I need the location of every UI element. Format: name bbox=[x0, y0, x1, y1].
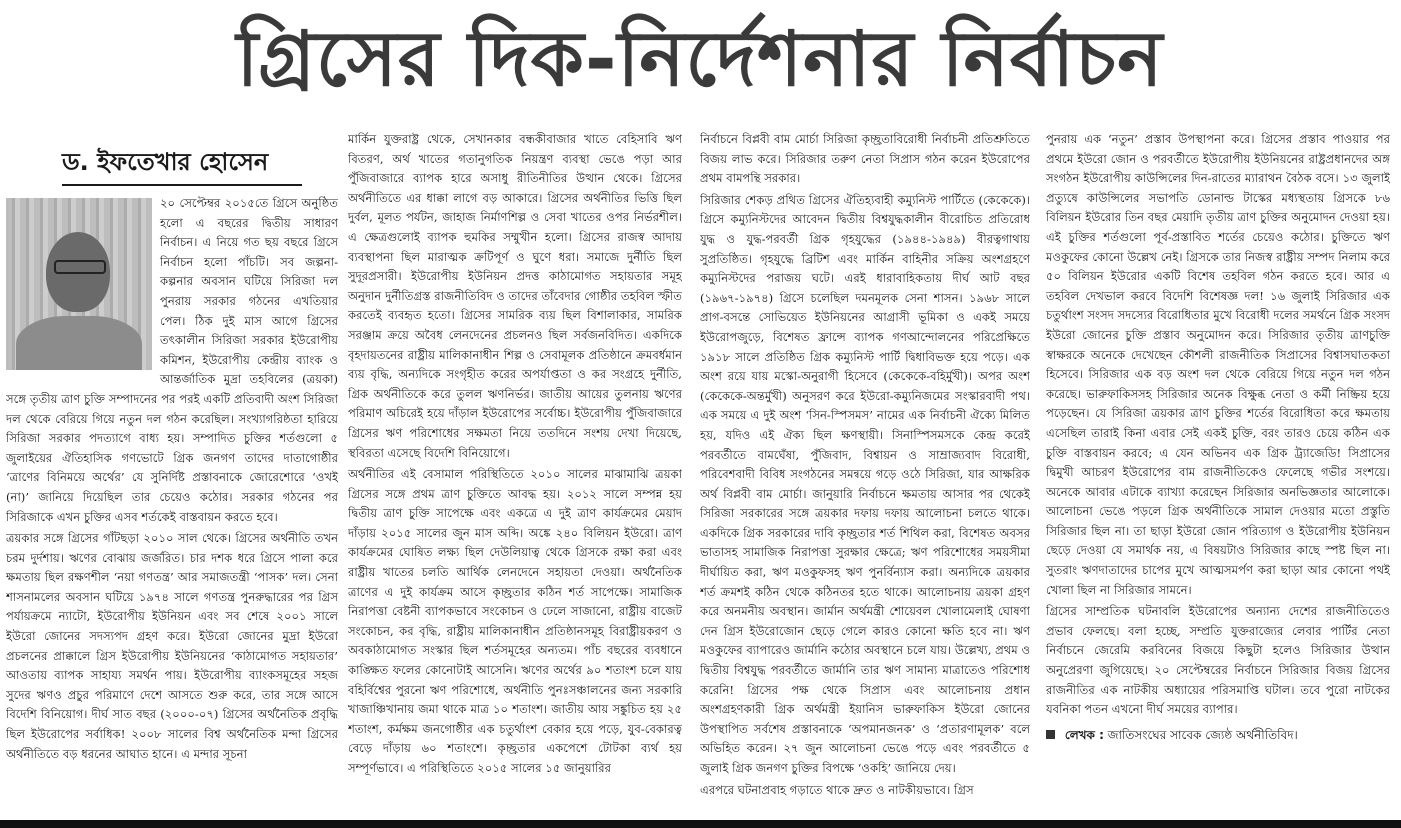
article-column-4 bbox=[1046, 130, 1390, 810]
paragraph: অর্থনীতির এই বেসামাল পরিস্থিতিতে ২০১০ সালের মাঝামাঝি ত্রয়কা গ্রিসের সঙ্গে প্রথম ত্রাণ চুক্তিতে আবদ্ধ হয়। ২০১২ সালে সম্পন্ন হয় দ্বিতীয় ত্রাণ চুক্তি সাপেক্ষে এবং একত্রে এ দুই ত্রাণ কার্যক্রমের মেয়াদ দাঁড়ায় ২০১৫ সালের জুন মাস অব্দি। অঙ্কে ২৪০ বিলিয়ন ইউরো। ত্রাণ কার্যক্রমের ঘোষিত লক্ষ্য ছিল দেউলিয়াত্ব থেকে গ্রিসকে রক্ষা করা এবং রাষ্ট্রীয় খাতের চলতি আর্থিক লেনদেনে সহায়তা দেওয়া। অর্থনৈতিক ত্রাণের এ দুই কার্যক্রম আসে কৃচ্ছ্রতার কঠিন শর্ত সাপেক্ষে। সামাজিক নিরাপত্তা বেষ্টনী ব্যাপকভাবে সংকোচন ও ঢেলে সাজানো, রাষ্ট্রীয় বাজেট সংকোচন, কর বৃদ্ধি, রাষ্ট্রীয় মালিকানাধীন প্রতিষ্ঠানসমূহ বিরাষ্ট্রীয়করণ ও অবকাঠামোগত সংস্কার ছিল শর্তসমূহের অন্যতম। পাঁচ বছরের ব্যবধানে কাঙ্ক্ষিত ফলের কোনোটাই আসেনি। ঋণের অর্থের ৯০ শতাংশ চলে যায় বহির্বিশ্বের পুরনো ঋণ পরিশোধে, অর্থনীতি পুনঃসঞ্চালনের জন্য সরকারি খাজাঞ্চিখানায় জমা থাকে মাত্র ১০ শতাংশ। জাতীয় আয় সঙ্কুচিত হয় ২৫ শতাংশ, কর্মক্ষম জনগোষ্ঠীর এক চতুর্থাংশ বেকার হয়ে পড়ে, যুব-বেকারত্ব বেড়ে দাঁড়ায় ৬০ শতাংশে। কৃচ্ছ্রতার একপেশে টোটকা ব্যর্থ হয় সম্পূর্ণভাবে। এ পরিস্থিতিতে ২০১৫ সালের ১৫ জানুয়ারির bbox=[348, 467, 682, 775]
article-column-1 bbox=[6, 130, 338, 810]
photo-author-glasses bbox=[54, 260, 106, 274]
author-photo bbox=[6, 198, 152, 370]
paragraph: ত্রয়কার সঙ্গে গ্রিসের গাঁটছড়া ২০১০ সাল থেকে। গ্রিসের অর্থনীতি তখন চরম দুর্দশায়। ঋণের বোঝায় জর্জরিত। চার দশক ধরে গ্রিসে পালা করে ক্ষমতায় ছিল রক্ষণশীল ‘নয়া গণতন্ত্র’ আর সমাজতন্ত্রী ‘পাসক’ দল। সেনা শাসনামলের অবসান ঘটিয়ে ১৯৭৪ সালে গণতন্ত্র পুনরুদ্ধারের পর গ্রিস পর্যায়ক্রমে ন্যাটো, ইউরোপীয় ইউনিয়ন এবং সব শেষে ২০০১ সালে ইউরো জোনের সদস্যপদ গ্রহণ করে। ইউরো জোনের মুদ্রা ইউরো প্রচলনের প্রাক্কালে গ্রিস ইউরোপীয় ইউনিয়নের ‘কাঠামোগত সহায়তার’ আওতায় ব্যাপক সাহায্য সমর্থন পায়। ইউরোপীয় ব্যাংকসমূহের সহজ সুদের ঋণও প্রচুর পরিমাণে দেশে আসতে শুরু করে, তার সঙ্গে আসে বিদেশি বিনিয়োগ। দীর্ঘ সাত বছর (২০০০-০৭) গ্রিসের অর্থনৈতিক প্রবৃদ্ধি ছিল ইউরোপের সর্বাধিক! ২০০৮ সালের বিশ্ব অর্থনৈতিক মন্দা গ্রিসের অর্থনীতিতে বড় ধরনের আঘাত হানে। এ মন্দার সূচনা bbox=[6, 531, 338, 761]
paragraph: মার্কিন যুক্তরাষ্ট্র থেকে, সেখানকার বন্ধকীবাজার খাতে বেহিসাবি ঋণ বিতরণ, অর্থ খাতের গতানুগতিক নিয়ন্ত্রণ ব্যবস্থা ভেঙে পড়া আর পুঁজিবাজারে ব্যাপক হারে অসাধু রীতিনীতির উত্থান থেকে। গ্রিসের অর্থনীতিতে এর ধাক্কা লাগে বড় আকারে। গ্রিসের অর্থনীতির ভিত্তি ছিল দুর্বল, মূলত পর্যটন, জাহাজ নির্মাণশিল্প ও সেবা খাতের ওপর নির্ভরশীল। এ ক্ষেত্রগুলোই ব্যাপক হুমকির সম্মুখীন হলো। গ্রিসের রাজস্ব আদায় ব্যবস্থাপনা ছিল মারাত্মক ক্রটিপূর্ণ ও ঘুণে ধরা। সমাজে দুর্নীতি ছিল সুদূরপ্রসারী। ইউরোপীয় ইউনিয়ন প্রদত্ত কাঠামোগত সহায়তার সমূহ অনুদান দুর্নীতিগ্রস্ত রাজনীতিবিদ ও তাদের তাঁবেদার গোষ্ঠীর তহবিল স্ফীত করতেই ব্যবহৃত হতো। গ্রিসের সামরিক ব্যয় ছিল বিশালাকার, সামরিক সরঞ্জাম ক্রয়ে অবৈধ লেনদেনের প্রচলনও ছিল সর্বজনবিদিত। একদিকে বৃহদায়তনের রাষ্ট্রীয় মালিকানাধীন শিল্প ও সেবামূলক প্রতিষ্ঠানে ক্রমবর্ধমান ব্যয় বৃদ্ধি, অন্যদিকে সংগৃহীত করের অপর্যাপ্ততা ও কর সংগ্রহে দুর্নীতি, গ্রিক অর্থনীতিকে করে তুলল ঋণনির্ভর। জাতীয় আয়ের তুলনায় ঋণের পরিমাণ অচিরেই হয়ে দাঁড়াল ইউরোপের সর্বোচ্চ। ইউরোপীয় পুঁজিবাজারে গ্রিসের ঋণ পরিশোধের সক্ষমতা নিয়ে ততদিনে সংশয় দেখা দিয়েছে, স্থবিরতা এসেছে বিদেশি বিনিয়োগে। bbox=[348, 132, 682, 460]
paragraph: ২০ সেপ্টেম্বর ২০১৫তে গ্রিসে অনুষ্ঠিত হলো এ বছরের দ্বিতীয় সাধারণ নির্বাচন। এ নিয়ে গত ছয় বছরে গ্রিসে নির্বাচন হলো পাঁচটি। সব জল্পনা-কল্পনার অবসান ঘটিয়ে সিরিজা দল পুনরায় সরকার গঠনের এখতিয়ার পেল। ঠিক দুই মাস আগে গ্রিসের তৎকালীন সিরিজা সরকার ইউরোপীয় কমিশন, ইউরোপীয় কেন্দ্রীয় ব্যাংক ও আন্তর্জাতিক মুদ্রা তহবিলের (ত্রয়কা) সঙ্গে তৃতীয় ত্রাণ চুক্তি সম্পাদনের পর পরই একটি প্রতিবাদী অংশ সিরিজা দল থেকে বেরিয়ে গিয়ে নতুন দল গঠন করেছিল। সংখ্যাগরিষ্ঠতা হারিয়ে সিরিজা সরকার পদত্যাগে বাধ্য হয়। সম্পাদিত চুক্তির শর্তগুলো ৫ জুলাইয়ের ঐতিহাসিক গণভোটে গ্রিক জনগণ তাদের দাতাগোষ্ঠীর ‘ত্রাণের বিনিময়ে অর্থের’ যে সুনির্দিষ্ট প্রস্তাবনাকে জোরেশোরে ‘ওখই (না)’ জানিয়ে দিয়েছিল তার চেয়েও কঠোর। সরকার গঠনের পর সিরিজাকে এখন চুক্তির এসব শর্তকেই বাস্তবায়ন করতে হবে। bbox=[6, 196, 338, 524]
paragraph: সিরিজার শেকড় প্রথিত গ্রিসের ঐতিহ্যবাহী কম্যুনিস্ট পার্টিতে (কেকেকে)। গ্রিসে কম্যুনিস্টদের আবেদন দ্বিতীয় বিশ্বযুদ্ধকালীন বীরোচিত প্রতিরোধ যুদ্ধ ও যুদ্ধ-পরবর্তী গ্রিক গৃহযুদ্ধের (১৯৪৪-১৯৪৯) বীরত্বগাথায় সুপ্রতিষ্ঠিত। গৃহযুদ্ধে ব্রিটিশ এবং মার্কিন বাহিনীর সক্রিয় অংশগ্রহণে কম্যুনিস্টদের পরাজয় ঘটে। এরই ধারাবাহিকতায় দীর্ঘ আট বছর (১৯৬৭-১৯৭৪) গ্রিসে চলেছিল দমনমূলক সেনা শাসন। ১৯৬৮ সালে প্রাগ-বসন্তে সোভিয়েত ইউনিয়নের আগ্রাসী ভূমিকা ও একই সময়ে ইউরোপজুড়ে, বিশেষত ফ্রান্সে ব্যাপক গণআন্দোলনের পরিপ্রেক্ষিতে ১৯১৮ সালে প্রতিষ্ঠিত গ্রিক কম্যুনিস্ট পার্টি দ্বিধাবিভক্ত হয়ে পড়ে। এক অংশ রয়ে যায় মস্কো-অনুরাগী হিসেবে (কেকেকে-বহির্মুখী)। অপর অংশ (কেকেকে-অন্তর্মুখী) অনুসরণ করে ইউরো-কম্যুনিজমের সংস্কারবাদী পথ। এক সময়ে এ দুই অংশ ‘সিন-স্পিসমস’ নামের এক নির্বাচনী ঐক্যে মিলিত হয়, যদিও এই ঐক্য ছিল ক্ষণস্থায়ী। সিনাস্পিসমসকে কেন্দ্র করেই পরবর্তীতে বামঘেঁষা, পুঁজিবাদ, বিশ্বায়ন ও সাম্রাজ্যবাদ বিরোধী, পরিবেশবাদী বিবিধ সংগঠনের সমন্বয়ে গড়ে ওঠে সিরিজা, যার আক্ষরিক অর্থ বিপ্লবী বাম মোর্চা। জানুয়ারি নির্বাচনে ক্ষমতায় আসার পর থেকেই সিরিজা সরকারের সঙ্গে ত্রয়কার দফায় দফায় আলোচনা চলতে থাকে। একদিকে গ্রিক সরকারের দাবি কৃচ্ছ্রতার শর্ত শিথিল করা, বিশেষত অবসর ভাতাসহ সামাজিক নিরাপত্তা সুরক্ষার ক্ষেত্রে; ঋণ পরিশোধের সময়সীমা দীর্ঘায়িত করা, ঋণ মওকুফসহ ঋণ পুনর্বিন্যাস করা। অন্যদিকে ত্রয়কার শর্ত ক্রমশই কঠিন থেকে কঠিনতর হতে থাকে। আলোচনায় ত্রয়কা গ্রহণ করে অনমনীয় অবস্থান। জার্মান অর্থমন্ত্রী শোয়েবল খোলামেলাই ঘোষণা দেন গ্রিস ইউরোজোন ছেড়ে গেলে কারও কোনো ক্ষতি হবে না। ঋণ মওকুফের ব্যাপারেও জার্মানি কঠোর অবস্থানে চলে যায়। উল্লেখ্য, প্রথম ও দ্বিতীয় বিশ্বযুদ্ধ পরবর্তীতে জার্মানি তার ঋণ সামান্য মাত্রাতেও পরিশোধ করেনি! গ্রিসের পক্ষ থেকে সিপ্রাস এবং আলোচনায় প্রধান অংশগ্রহণকারী গ্রিক অর্থমন্ত্রী ইয়ানিস ভারুফাকিস ইউরো জোনের উপস্থাপিত সর্বশেষ প্রস্তাবনাকে ‘অপমানজনক’ ও ‘প্রতারণামূলক’ বলে অভিহিত করেন। ২৭ জুন আলোচনা ভেঙে পড়ে এবং পরবর্তীতে ৫ জুলাই গ্রিক জনগণ চুক্তির বিপক্ষে ‘ওকহি’ জানিয়ে দেয়। bbox=[700, 192, 1030, 775]
paragraph: নির্বাচনে বিপ্লবী বাম মোর্চা সিরিজা কৃচ্ছ্রতাবিরোধী নির্বাচনী প্রতিশ্রুতিতে বিজয় লাভ করে। সিরিজার তরুণ নেতা সিপ্রাস গঠন করেন ইউরোপের প্রথম বামপন্থি সরকার। bbox=[700, 132, 1030, 186]
author-byline: ড. ইফতেখার হোসেন bbox=[62, 144, 302, 186]
photo-author-body bbox=[16, 316, 142, 370]
author-footnote bbox=[1046, 726, 1390, 746]
footnote-label: লেখক : bbox=[1064, 727, 1104, 742]
square-bullet-icon bbox=[1046, 730, 1055, 739]
article-column-2 bbox=[348, 130, 682, 810]
article-column-3 bbox=[700, 130, 1030, 810]
paragraph: গ্রিসের সাম্প্রতিক ঘটনাবলি ইউরোপের অন্যান্য দেশের রাজনীতিতেও প্রভাব ফেলছে। বলা হচ্ছে, সম্প্রতি যুক্তরাজ্যের লেবার পার্টির নেতা নির্বাচনে জেরেমি করবিনের বিজয়ে কিছুটা হলেও সিরিজার উত্থান অনুপ্রেরণা জুগিয়েছে। ২০ সেপ্টেম্বরের নির্বাচনে সিরিজার বিজয় গ্রিসের রাজনীতির এক নাটকীয় অধ্যায়ের পরিসমাপ্তি ঘটাল। তবে পুরো নাটকের যবনিকা পতন এখনো দীর্ঘ সময়ের ব্যাপার। bbox=[1046, 604, 1390, 717]
page-bottom-rule bbox=[0, 820, 1401, 828]
paragraph: এরপরে ঘটনাপ্রবাহ গড়াতে থাকে দ্রুত ও নাটকীয়ভাবে। গ্রিস bbox=[700, 782, 974, 797]
footnote-text: জাতিসংঘের সাবেক জ্যেষ্ঠ অর্থনীতিবিদ। bbox=[1107, 727, 1298, 742]
paragraph: পুনরায় এক ‘নতুন’ প্রস্তাব উপস্থাপনা করে। গ্রিসের প্রস্তাব পাওয়ার পর প্রথমে ইউরো জোন ও পরবর্তীতে ইউরোপীয় ইউনিয়নের রাষ্ট্রপ্রধানদের অঙ্গ সংগঠন ইউরোপীয় কাউন্সিলের দিন-রাতের ম্যারাথন বৈঠক বসে। ১৩ জুলাই প্রত্যুষে কাউন্সিলের সভাপতি ডোনাল্ড টাস্কের মধ্যস্থতায় গ্রিসকে ৮৬ বিলিয়ন ইউরোর তিন বছর মেয়াদি তৃতীয় ত্রাণ চুক্তির অনুমোদন দেওয়া হয়। এই চুক্তির শর্তগুলো পূর্ব-প্রস্তাবিত শর্তের চেয়েও কঠোর। চুক্তিতে ঋণ মওকুফের কোনো উল্লেখ নেই। গ্রিসকে তার নিজস্ব রাষ্ট্রীয় সম্পদ নিলাম করে ৫০ বিলিয়ন ইউরোর একটি বিশেষ তহবিল গঠন করতে হবে। আর এ তহবিল দেখভাল করবে বিদেশি বিশেষজ্ঞ দল! ১৬ জুলাই সিরিজার এক চতুর্থাংশ সংসদ সদস্যের বিরোধিতার মুখে বিরোধী দলের সমর্থনে গ্রিক সংসদ ইউরো জোনের চুক্তি প্রস্তাব অনুমোদন করে। সিরিজার তৃতীয় ত্রাণচুক্তি স্বাক্ষরকে অনেকে দেখেছেন কৌশলী রাজনীতিক সিপ্রাসের বিশ্বাসঘাতকতা হিসেবে। সিরিজার এক বড় অংশ দল থেকে বেরিয়ে গিয়ে নতুন দল গঠন করেছে। ভারুফাকিসসহ সিরিজার অনেক বিক্ষুব্ধ নেতা ও কর্মী নিষ্ক্রিয় হয়ে পড়েছেন। যে সিরিজা ত্রয়কার ত্রাণ চুক্তির শর্তের বিরোধিতা করে ক্ষমতায় এসেছিল তারাই কিনা এবার সেই একই চুক্তি, বরং তারও চেয়ে কঠিন এক চুক্তি বাস্তবায়ন করবে; এ যেন অভিনব এক গ্রিক ট্র্যাজেডি! সিপ্রাসের দ্বিমুখী আচরণ ইউরোপের বাম রাজনীতিকেও ফেলেছে গভীর সংশয়ে। অনেকে আবার এটাকে ব্যাখ্যা করেছেন সিরিজার অনভিজ্ঞতার আলোকে। আলোচনা ভেঙে পড়লে গ্রিক অর্থনীতিকে সামাল দেওয়ার মতো প্রস্তুতি সিরিজার ছিল না। তা ছাড়া ইউরো জোন পরিত্যাগ ও ইউরোপীয় ইউনিয়ন ছেড়ে দেওয়া যে সমার্থক নয়, এ বিষয়টাও সিরিজার কাছে স্পষ্ট ছিল না। সুতরাং ঋণদাতাদের চাপের মুখে আত্মসমর্পণ করা ছাড়া আর কোনো পথই খোলা ছিল না সিরিজার সামনে। bbox=[1046, 132, 1390, 597]
headline: গ্রিসের দিক-নির্দেশনার নির্বাচন bbox=[236, 13, 1164, 103]
